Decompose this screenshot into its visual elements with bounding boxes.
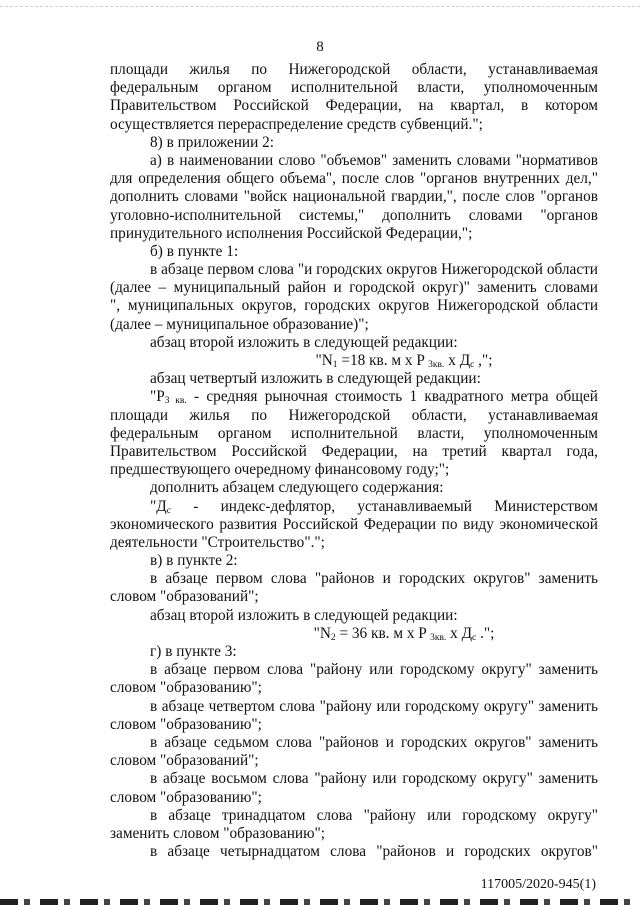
text-line: в абзаце седьмом слова "районов и городских округов" заменить (150, 733, 598, 751)
document-code: 117005/2020-945(1) (480, 877, 596, 892)
formula-p3kv (110, 388, 598, 406)
text-line: принудительного исполнения Российской Федерации,"; (110, 224, 473, 242)
text-line: дополнить словами "войск национальной гвардии,", после слов "органов (110, 188, 598, 206)
text-line: в абзаце первом слова "району или городскому округу" заменить (150, 661, 598, 679)
text-line: абзац четвертый изложить в следующей редакции: (150, 370, 481, 388)
formula-n2 (110, 625, 598, 643)
text-line: предшествующего очередному финансовому году;"; (110, 461, 450, 479)
formula1-part-d: 3кв. (428, 360, 445, 370)
text-line: заменить словом "образованию"; (110, 824, 326, 842)
text-line: (далее – муниципальный район и городской округ)" заменить словами (110, 279, 598, 297)
text-line: в абзаце первом слова "районов и городских округов" заменить (150, 570, 598, 588)
text-line: площади жилья по Нижегородской области, устанавливаемая (110, 61, 598, 78)
text-line: словом "образований"; (110, 588, 259, 606)
formula4-part-b: 2 (330, 632, 336, 643)
text-line: экономического развития Российской Федерации по виду экономической (110, 515, 598, 533)
formula3-part-b: с (166, 505, 171, 516)
text-line: 8) в приложении 2: (150, 133, 274, 151)
formula4-part-e: x Д (446, 624, 473, 642)
text-line: в абзаце тринадцатом слова "району или городскому округу" (150, 806, 598, 824)
formula1-part-e: x Д (444, 352, 471, 369)
text-line: дополнить абзацем следующего содержания: (150, 479, 444, 497)
scan-bottom-edge (0, 899, 640, 905)
text-line: площади жилья по Нижегородской области, устанавливаемая (110, 406, 598, 424)
text-line: в) в пункте 2: (150, 552, 238, 570)
text-line: в абзаце первом слова "и городских округов Нижегородской области (150, 261, 598, 279)
formula4-part-d: 3кв. (430, 632, 447, 643)
formula4-part-f: с (472, 632, 477, 643)
formula4-part-g: ."; (476, 624, 495, 642)
formula1-part-c: =18 кв. м x P (337, 352, 429, 369)
formula4-part-a: "N (313, 624, 331, 642)
scan-top-edge (0, 0, 640, 7)
text-line: словом "образований"; (110, 752, 259, 770)
text-line: абзац второй изложить в следующей редакции: (150, 333, 458, 351)
text-line: федеральным органом исполнительной власти, уполномоченным (110, 79, 598, 97)
document-body (110, 61, 598, 861)
formula2-part-a: "P (150, 388, 165, 406)
text-line: осуществляется перераспределение средств субвенций."; (110, 115, 483, 133)
formula1-part-a: "N (315, 352, 333, 369)
text-line: для определения общего объема", после слов "органов внутренних дел," (110, 170, 598, 188)
text-line: словом "образованию"; (110, 679, 262, 697)
page-number: 8 (316, 39, 324, 55)
text-line: словом "образованию"; (110, 715, 262, 733)
text-line: в абзаце четырнадцатом слова "районов и городских округов" (150, 843, 598, 861)
text-line: уголовно-исполнительной системы," дополнить словами "органов (110, 206, 598, 224)
text-line: в абзаце восьмом слова "району или городскому округу" заменить (150, 770, 598, 788)
text-line: словом "образованию"; (110, 788, 262, 806)
formula-n1 (110, 352, 598, 370)
formula2-part-b: 3 кв. (164, 396, 187, 407)
text-line: Правительством Российской Федерации, на квартал, в котором (110, 97, 598, 115)
text-line: ", муниципальных округов, городских округов Нижегородской области (110, 297, 598, 315)
formula1-part-b: 1 (332, 360, 338, 370)
text-line: деятельности "Строительство"."; (110, 533, 325, 551)
text-line: а) в наименовании слово "объемов" заменить словами "нормативов (150, 151, 598, 169)
formula4-part-c: = 36 кв. м x P (335, 624, 431, 642)
formula-dc (110, 498, 598, 516)
text-line: г) в пункте 3: (150, 643, 237, 660)
formula3-part-c: - индекс-дефлятор, устанавливаемый Министерством (170, 497, 598, 515)
text-line: в абзаце четвертом слова "району или городскому округу" заменить (150, 697, 598, 715)
formula1-part-f: с (470, 360, 475, 370)
text-line: федеральным органом исполнительной власти, уполномоченным (110, 424, 598, 442)
formula1-part-g: ,"; (474, 352, 493, 369)
text-line: Правительством Российской Федерации, на третий квартал года, (110, 442, 598, 460)
text-line: б) в пункте 1: (150, 242, 239, 260)
text-line: абзац второй изложить в следующей редакции: (150, 606, 458, 624)
formula2-part-c: - средняя рыночная стоимость 1 квадратного метра общей (186, 388, 598, 406)
text-line: (далее – муниципальное образование)"; (110, 315, 369, 333)
formula3-part-a: "Д (150, 497, 167, 515)
